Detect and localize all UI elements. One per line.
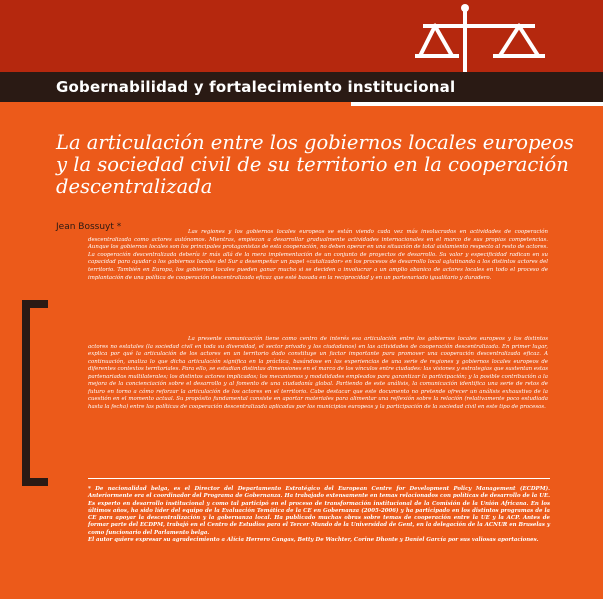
author-name: Jean Bossuyt * (56, 222, 122, 232)
footnote-author-bio: * De nacionalidad belga, es el Director del Departamento Estratégico del European Centre for Development Policy Management (ECDPM). Anteriormente era el coordinador del Programa de Gobernanza. Ha trabajado extensamente en temas relacionados con políticas de desarrollo de la UE. Es experto en desarrollo institucional y como tal participó en el proceso de transformación institucional de la Comisión de la Unión Africana. En los últimos años, ha sido líder del equipo de la Evaluación Temática de la CE en Gobernanza (2005-2006) y ha participado en los distintos programas de la CE para apoyar la descentralización y la gobernanza local. Ha publicado muchas obras sobre temas de cooperación entre la UE y la ACP. Antes de formar parte del ECDPM, trabajó en el Centro de Estudios para el Tercer Mundo de la Universidad de Gent, en la delegación de la ACNUR en Bruselas y como funcionario del Parlamento belga. (88, 486, 550, 536)
lead-paragraph: Las regiones y los gobiernos locales europeos se están viendo cada vez más involucrados en actividades de cooperación descentralizada como actores autónomos. Mientras, empiezan a desarrollar gradualmente actividades internacionales en el marco de sus propias competencias. Aunque los gobiernos locales son los principales protagonistas de esta cooperación, no deben operar en una situación de total aislamiento respecto al resto de actores. La cooperación descentralizada debería ir más allá de la mera implementación de un conjunto de proyectos de desarrollo. Su valor y especificidad radican en su capacidad para ayudar a los gobiernos locales del Sur a desempeñar un papel «catalizador» en los procesos de desarrollo local aglutinando a los distintos actores del territorio. También en Europa, los gobiernos locales pueden ganar mucho si se deciden a involucrar a un amplio abanico de actores locales en todo el proceso de implantación de una política de cooperación descentralizada eficaz que esté basada en la reciprocidad y en un partenariado igualitario y duradero. (88, 229, 548, 281)
bracket-ornament (22, 300, 48, 486)
header-accent-strip (351, 102, 603, 106)
body-paragraph: La presente comunicación tiene como centro de interés esa articulación entre los gobiernos locales europeos y los distintos actores no estatales (la sociedad civil en toda su diversidad, el sector privado y los ciudadanos) en las actividades de cooperación descentralizada. En primer lugar, explica por qué la articulación de los actores en un territorio dado constituye un factor importante para promover una cooperación descentralizada eficaz. A continuación, analiza lo que dicha articulación significa en la práctica, basándose en las experiencias de una serie de regiones y gobiernos locales europeos de diferentes contextos territoriales. Para ello, se estudian distintas dimensiones en el marco de los vínculos entre ciudades: las visiones y estrategias que sustentan estas partenariados multilaterales; los distintos actores implicados; los mecanismos y modalidades empleados para garantizar la participación; y la posible contribución a la mejora de la concienciación sobre el desarrollo y al fomento de una ciudadanía global. Partiendo de este análisis, la comunicación identifica una serie de retos de futuro en torno a cómo reforzar la articulación de los actores en el territorio. Cabe destacar que este documento no pretende ofrecer un análisis exhaustivo de la cuestión en el momento actual. Su propósito fundamental consiste en aportar materiales para alimentar una reflexión sobre la relación (relativamente poco estudiada hasta la fecha) entre las políticas de cooperación descentralizada aplicadas por los municipios europeos y la participación de la sociedad civil en este tipo de procesos. (88, 336, 548, 410)
section-title: Gobernabilidad y fortalecimiento institucional (56, 78, 456, 96)
article-headline: La articulación entre los gobiernos locales europeos y la sociedad civil de su territorio en la cooperación descentralizada (56, 131, 574, 198)
footnote-acknowledgements: El autor quiere expresar su agradecimiento a Alícia Herrero Cangas, Betty De Wachter, Corine Dhonte y Daniel García por sus valiosas aportaciones. (88, 537, 539, 544)
footnotes (88, 486, 550, 544)
footnote-divider (88, 478, 550, 479)
